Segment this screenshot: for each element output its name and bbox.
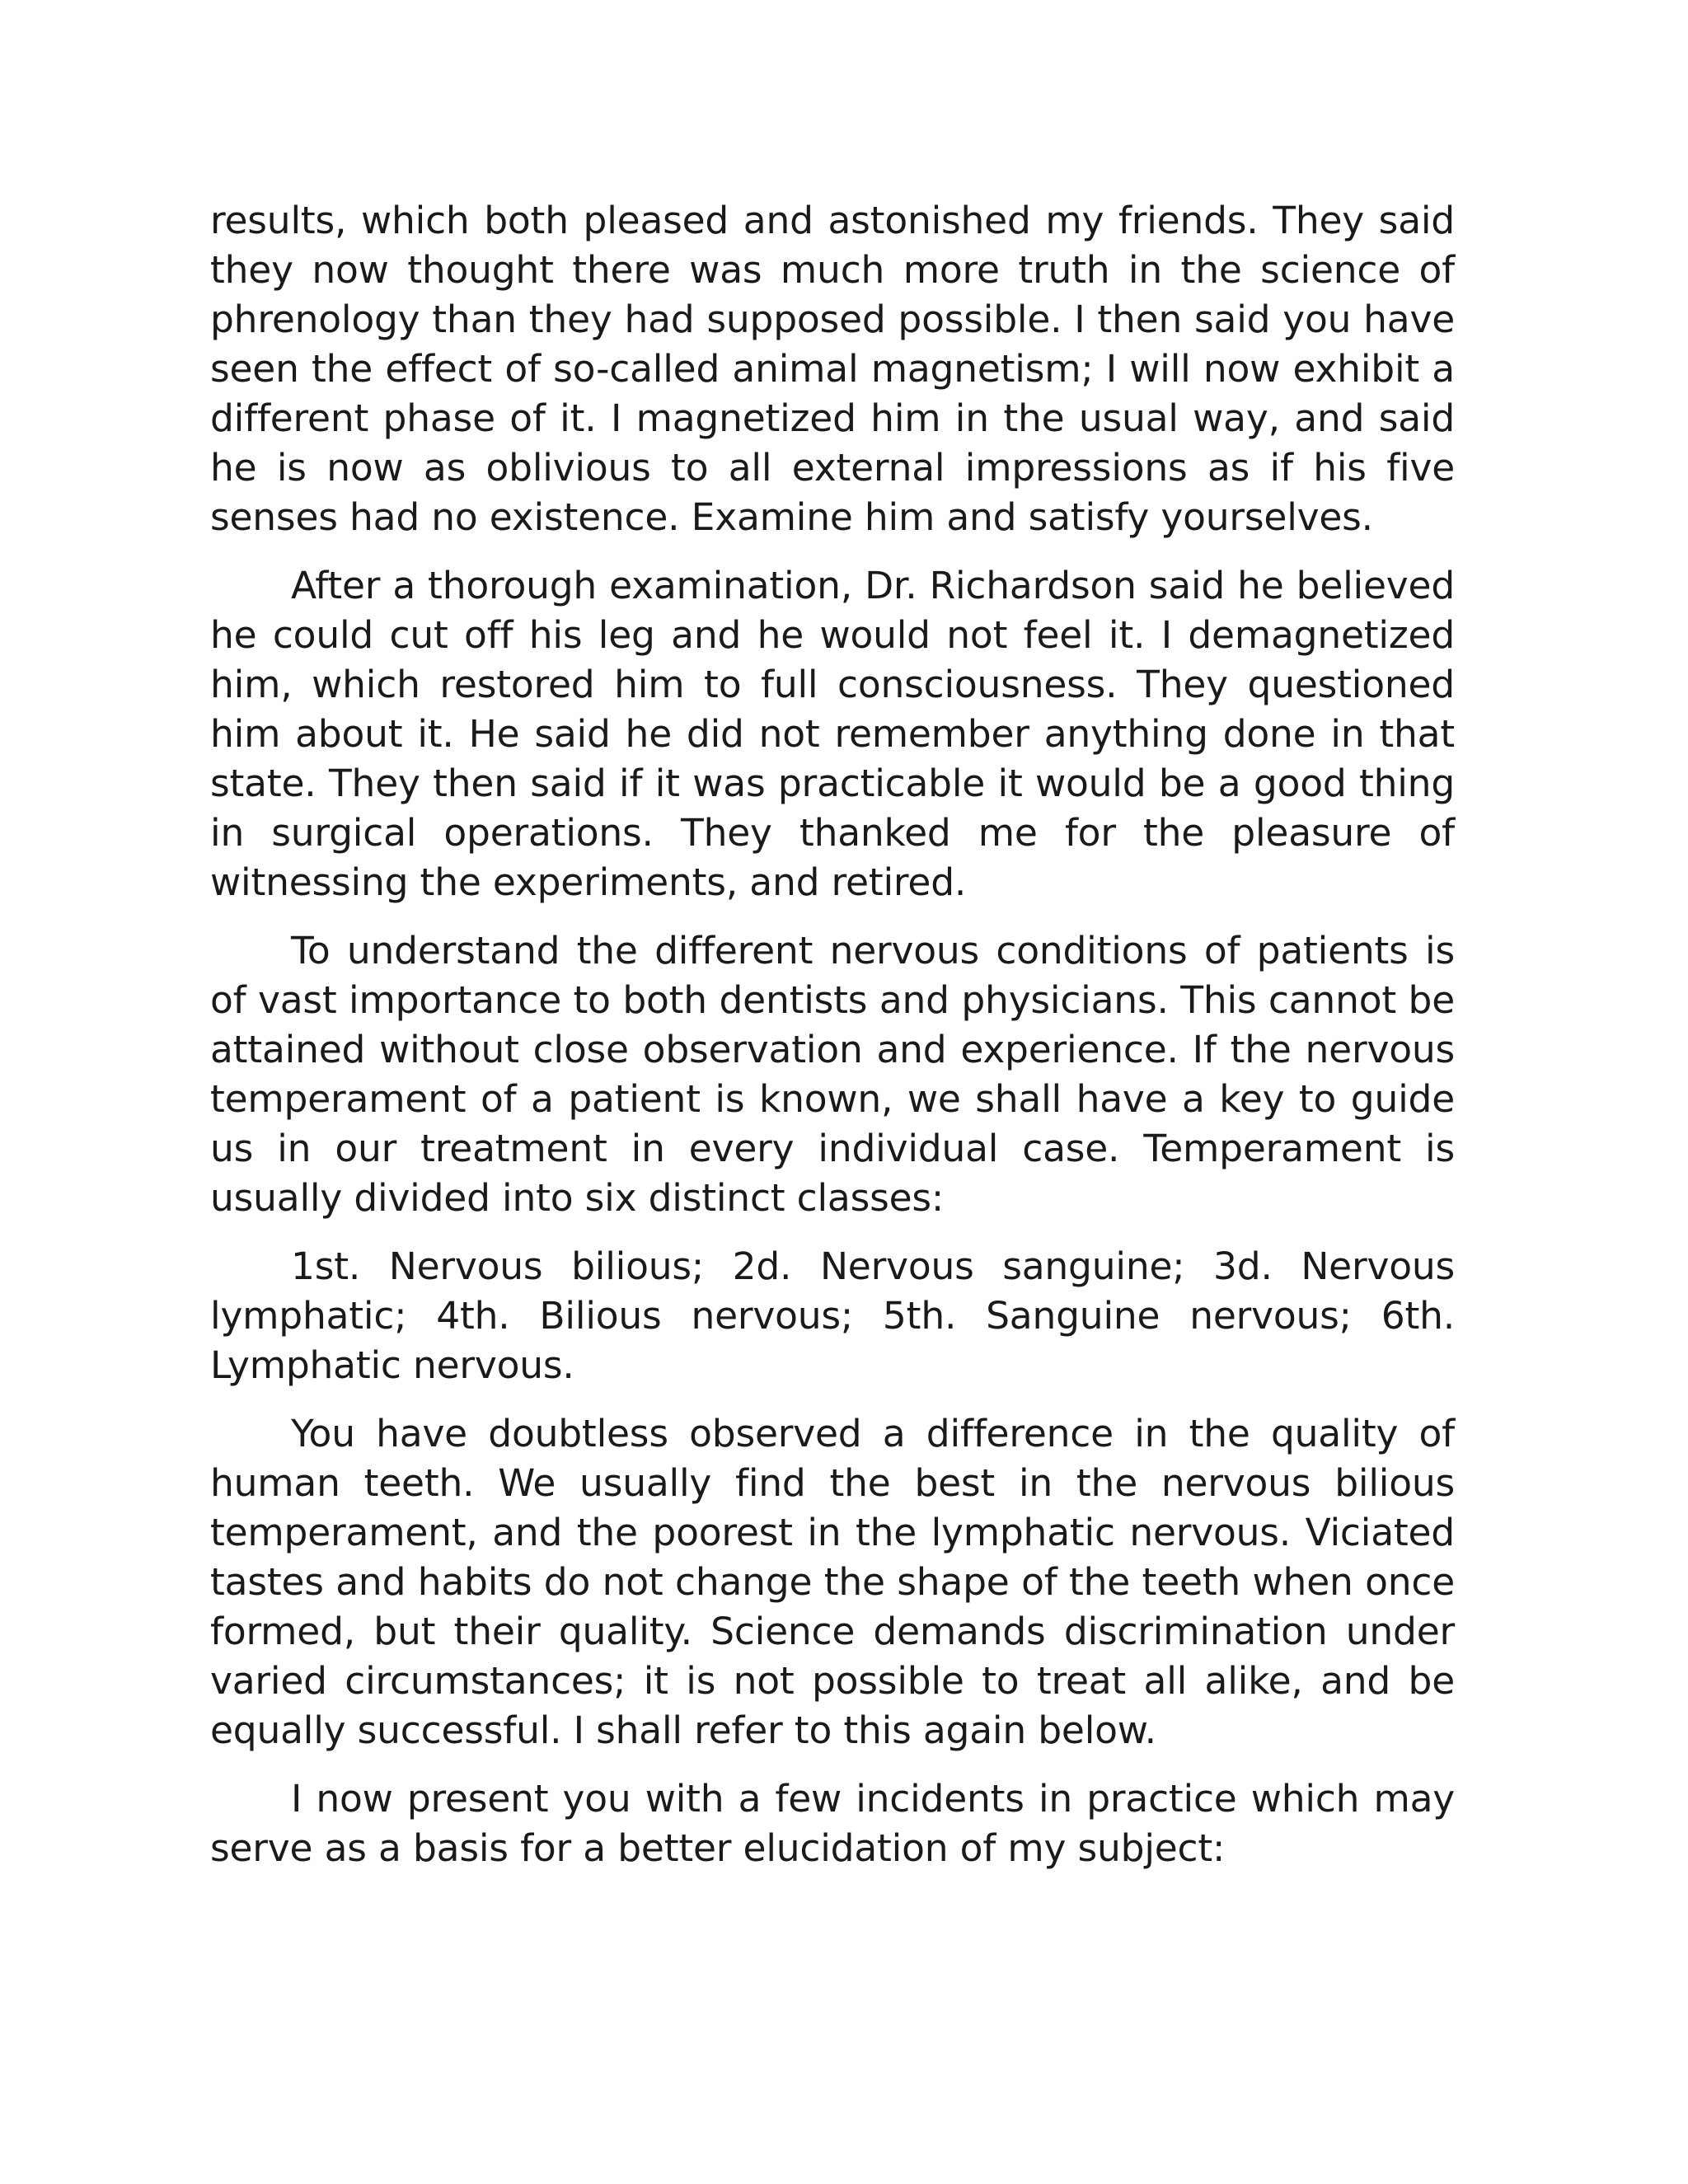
paragraph-4: 1st. Nervous bilious; 2d. Nervous sanguine; 3d. Nervous lymphatic; 4th. Bilious nervous; 5th. Sanguine nervous; 6th. Lymphatic nervous.: [210, 1244, 1455, 1387]
body-text: [210, 196, 1455, 1892]
paragraph-5: You have doubtless observed a difference in the quality of human teeth. We usually find the best in the nervous bilious temperament, and the poorest in the lymphatic nervous. Viciated tastes and habits do not change the shape of the teeth when once formed, but their quality. Science demands discrimination under varied circumstances; it is not possible to treat all alike, and be equally successful. I shall refer to this again below.: [210, 1412, 1455, 1752]
paragraph-6: I now present you with a few incidents in practice which may serve as a basis for a better elucidation of my subject:: [210, 1777, 1455, 1870]
paragraph-1: results, which both pleased and astonished my friends. They said they now thought there was much more truth in the science of phrenology than they had supposed possible. I then said you have seen the effect of so-called animal magnetism; I will now exhibit a different phase of it. I magnetized him in the usual way, and said he is now as oblivious to all external impressions as if his five senses had no existence. Examine him and satisfy yourselves.: [210, 199, 1455, 539]
paragraph-3: To understand the different nervous conditions of patients is of vast importance to both dentists and physicians. This cannot be attained without close observation and experience. If the nervous temperament of a patient is known, we shall have a key to guide us in our treatment in every individual case. Temperament is usually divided into six distinct classes:: [210, 929, 1455, 1220]
paragraph-2: After a thorough examination, Dr. Richardson said he believed he could cut off his leg and he would not feel it. I demagnetized him, which restored him to full consciousness. They questioned him about it. He said he did not remember anything done in that state. They then said if it was practicable it would be a good thing in surgical operations. They thanked me for the pleasure of witnessing the experiments, and retired.: [210, 564, 1455, 904]
